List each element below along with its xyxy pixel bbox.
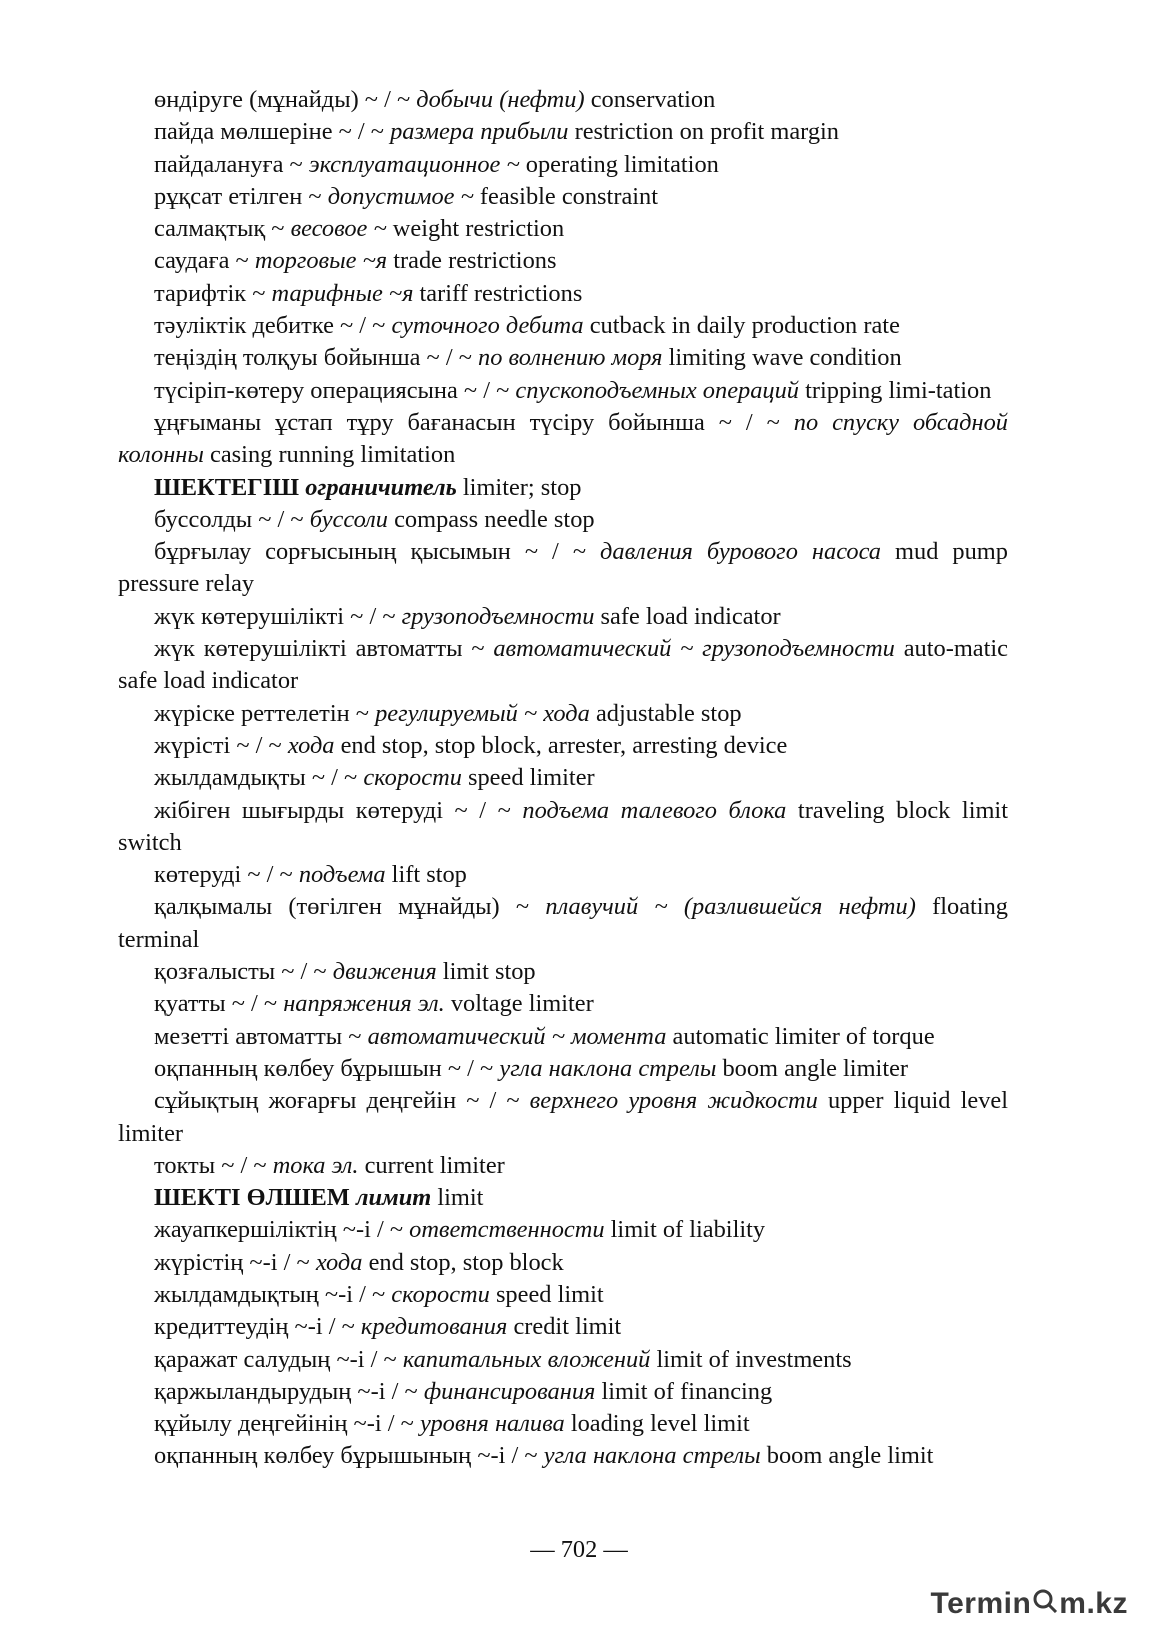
dictionary-entry xyxy=(118,149,1008,181)
entry-kazakh-term: пайдалануға ~ xyxy=(154,150,303,178)
entry-english-term: end stop, stop block, arrester, arresting device xyxy=(340,731,788,759)
entry-kazakh-term: өндіруге (мұнайды) ~ / ~ xyxy=(154,86,411,113)
entry-russian-term: по волнению моря xyxy=(478,344,663,372)
entry-english-term: limit of investments xyxy=(656,1345,852,1373)
dictionary-entry xyxy=(118,956,1008,988)
entry-russian-term: угла наклона стрелы xyxy=(543,1442,761,1470)
entry-english-term: restriction on profit margin xyxy=(574,118,839,146)
entry-kazakh-term: жүк көтерушілікті ~ / ~ xyxy=(154,602,396,630)
entry-english-term: boom angle limiter xyxy=(722,1054,909,1082)
entry-english-term: upper liquid level limiter xyxy=(118,1087,1008,1147)
dictionary-entry xyxy=(118,698,1008,730)
entry-russian-term: спускоподъемных операций xyxy=(515,376,800,404)
entry-russian-term: автоматический ~ грузоподъемности xyxy=(493,635,895,663)
entry-russian-term: по спуску обсадной колонны xyxy=(118,408,1008,469)
entry-russian-term: плавучий ~ (разлившейся нефти) xyxy=(545,893,916,921)
entry-kazakh-term: қалқымалы (төгілген мұнайды) ~ xyxy=(154,893,530,921)
entry-russian-term: эксплуатационное ~ xyxy=(308,150,520,178)
entry-kazakh-term: жүріске реттелетін ~ xyxy=(154,699,369,727)
dictionary-entry xyxy=(118,504,1008,536)
entry-kazakh-term: жібіген шығырды көтеруді ~ / ~ xyxy=(154,796,511,824)
page-number: — 702 — xyxy=(530,1536,628,1563)
entry-russian-term: подъема xyxy=(298,861,386,889)
entry-english-term: trade restrictions xyxy=(393,247,557,275)
entry-kazakh-term: жылдамдықтың ~-і / ~ xyxy=(154,1280,386,1308)
entry-kazakh-term: жылдамдықты ~ / ~ xyxy=(154,764,358,792)
entry-english-term: speed limit xyxy=(495,1280,604,1308)
entry-russian-term: подъема талевого блока xyxy=(522,796,787,824)
dictionary-entry xyxy=(118,633,1008,698)
entry-kazakh-term: тарифтік ~ xyxy=(154,279,266,307)
dictionary-entry xyxy=(118,536,1008,601)
entry-english-term: weight restriction xyxy=(392,215,565,243)
dictionary-entry xyxy=(118,1311,1008,1343)
entry-english-term: tariff restrictions xyxy=(419,279,583,307)
entry-russian-term: уровня налива xyxy=(419,1410,565,1438)
dictionary-entry xyxy=(118,1440,1008,1472)
entry-english-term: mud pump pressure relay xyxy=(118,538,1008,598)
dictionary-entry xyxy=(118,116,1008,148)
entry-kazakh-term: тәуліктік дебитке ~ / ~ xyxy=(154,312,386,340)
entry-kazakh-term: саудаға ~ xyxy=(154,247,249,275)
dictionary-entry xyxy=(118,1376,1008,1408)
entry-english-term: credit limit xyxy=(513,1313,622,1341)
entry-english-term: current limiter xyxy=(364,1151,505,1179)
entry-russian-term: грузоподъемности xyxy=(401,602,595,630)
entry-kazakh-term: пайда мөлшеріне ~ / ~ xyxy=(154,118,384,146)
entry-kazakh-term: көтеруді ~ / ~ xyxy=(154,861,293,889)
dictionary-entry xyxy=(118,245,1008,277)
entry-english-term: auto-matic safe load indicator xyxy=(118,635,1008,695)
entry-russian-term: движения xyxy=(332,958,437,986)
dictionary-entry xyxy=(118,1053,1008,1085)
entry-russian-term: кредитования xyxy=(360,1313,508,1341)
entry-kazakh-term: қаржыландырудың ~-і / ~ xyxy=(154,1377,418,1405)
entry-russian-term: капитальных вложений xyxy=(402,1345,651,1373)
entry-russian-term: напряжения эл. xyxy=(283,990,445,1018)
entry-russian-term: угла наклона стрелы xyxy=(499,1054,717,1082)
dictionary-entry xyxy=(118,181,1008,213)
entry-kazakh-term: қозғалысты ~ / ~ xyxy=(154,958,327,986)
dictionary-entry xyxy=(118,310,1008,342)
entry-english-term: adjustable stop xyxy=(595,699,742,727)
entry-russian-term: автоматический ~ момента xyxy=(367,1022,667,1050)
entry-english-term: safe load indicator xyxy=(600,602,781,630)
dictionary-entry xyxy=(118,1408,1008,1440)
dictionary-entry xyxy=(118,1279,1008,1311)
watermark-prefix: Termin xyxy=(930,1587,1032,1620)
entry-kazakh-term: кредиттеудің ~-і / ~ xyxy=(154,1313,355,1341)
entry-english-term: limiter; stop xyxy=(462,473,582,501)
entry-kazakh-term: оқпанның көлбеу бұрышын ~ / ~ xyxy=(154,1054,494,1082)
entry-russian-term: весовое ~ xyxy=(290,215,387,243)
entry-english-term: automatic limiter of torque xyxy=(672,1022,935,1050)
entry-english-term: limit xyxy=(437,1184,484,1212)
entry-russian-term: давления бурового насоса xyxy=(600,538,882,566)
dictionary-page-body xyxy=(118,84,1008,1473)
dictionary-entry xyxy=(118,601,1008,633)
headword-kazakh: ШЕКТІ ӨЛШЕМ xyxy=(154,1184,350,1212)
entry-english-term: cutback in daily production rate xyxy=(589,312,900,340)
dictionary-entry xyxy=(118,859,1008,891)
entry-kazakh-term: оқпанның көлбеу бұрышының ~-і / ~ xyxy=(154,1442,538,1470)
entry-russian-term: размера прибыли xyxy=(390,118,569,146)
entry-russian-term: суточного дебита xyxy=(391,312,584,340)
entry-russian-term: верхнего уровня жидкости xyxy=(529,1087,818,1115)
entry-kazakh-term: жауапкершіліктің ~-і / ~ xyxy=(154,1216,404,1244)
watermark-suffix: m.kz xyxy=(1059,1587,1128,1620)
headword-entry xyxy=(118,472,1008,504)
entry-kazakh-term: буссолды ~ / ~ xyxy=(154,505,304,533)
entry-kazakh-term: жүрісті ~ / ~ xyxy=(154,731,282,759)
entry-kazakh-term: теңіздің толқуы бойынша ~ / ~ xyxy=(154,344,472,372)
entry-russian-term: скорости xyxy=(363,764,462,792)
entry-english-term: floating terminal xyxy=(118,893,1008,953)
dictionary-entry xyxy=(118,213,1008,245)
headword-kazakh: ШЕКТЕГІШ xyxy=(154,473,300,501)
entry-russian-term: добычи (нефти) xyxy=(416,86,585,113)
entry-kazakh-term: бұрғылау сорғысының қысымын ~ / ~ xyxy=(154,538,587,566)
entry-kazakh-term: қуатты ~ / ~ xyxy=(154,990,278,1018)
entry-english-term: limit stop xyxy=(442,958,536,986)
entry-english-term: limiting wave condition xyxy=(668,344,902,372)
entry-russian-term: тока эл. xyxy=(272,1151,359,1179)
terminkom-watermark-logo xyxy=(931,1584,1129,1624)
entry-english-term: limit of financing xyxy=(601,1377,773,1405)
entry-kazakh-term: токты ~ / ~ xyxy=(154,1151,267,1179)
dictionary-entry xyxy=(118,1247,1008,1279)
dictionary-entry xyxy=(118,1021,1008,1053)
entry-english-term: loading level limit xyxy=(570,1410,750,1438)
entry-russian-term: финансирования xyxy=(423,1377,596,1405)
dictionary-entry xyxy=(118,1150,1008,1182)
entry-russian-term: хода xyxy=(287,731,335,759)
dictionary-entry xyxy=(118,278,1008,310)
entry-russian-term: тарифные ~я xyxy=(271,279,414,307)
magnifier-o-icon xyxy=(1032,1587,1058,1621)
dictionary-entry xyxy=(118,84,1008,116)
entry-russian-term: буссоли xyxy=(309,505,388,533)
entry-kazakh-term: салмақтық ~ xyxy=(154,215,285,243)
entry-english-term: tripping limi-tation xyxy=(805,376,992,404)
entry-kazakh-term: ұңғыманы ұстап тұру бағанасын түсіру бойынша ~ / ~ xyxy=(154,408,780,436)
entry-kazakh-term: рұқсат етілген ~ xyxy=(154,182,322,210)
entry-kazakh-term: жүк көтерушілікті автоматты ~ xyxy=(154,635,485,663)
dictionary-entry xyxy=(118,795,1008,860)
entry-english-term: limit of liability xyxy=(610,1216,766,1244)
entry-russian-term: ответственности xyxy=(409,1216,605,1244)
dictionary-entry xyxy=(118,988,1008,1020)
entry-kazakh-term: мезетті автоматты ~ xyxy=(154,1022,362,1050)
entry-english-term: speed limiter xyxy=(468,764,595,792)
dictionary-entry xyxy=(118,407,1008,472)
entry-kazakh-term: түсіріп-көтеру операциясына ~ / ~ xyxy=(154,376,510,404)
entry-english-term: feasible constraint xyxy=(479,182,659,210)
dictionary-entry xyxy=(118,730,1008,762)
entry-english-term: compass needle stop xyxy=(394,505,595,533)
entry-russian-term: торговые ~я xyxy=(254,247,388,275)
entry-kazakh-term: сұйықтың жоғарғы деңгейін ~ / ~ xyxy=(154,1087,520,1115)
dictionary-entry xyxy=(118,1214,1008,1246)
entry-english-term: traveling block limit switch xyxy=(118,796,1008,856)
entry-russian-term: регулируемый ~ хода xyxy=(375,699,590,727)
entry-english-term: operating limitation xyxy=(525,150,719,178)
entry-english-term: boom angle limit xyxy=(766,1442,934,1470)
entry-english-term: conservation xyxy=(590,86,716,113)
dictionary-entry xyxy=(118,762,1008,794)
dictionary-entry xyxy=(118,375,1008,407)
dictionary-entry xyxy=(118,1085,1008,1150)
headword-russian: лимит xyxy=(355,1184,432,1212)
entry-kazakh-term: жүрістің ~-і / ~ xyxy=(154,1248,310,1276)
entry-english-term: end stop, stop block xyxy=(368,1248,564,1276)
entry-kazakh-term: құйылу деңгейінің ~-і / ~ xyxy=(154,1410,414,1438)
dictionary-entry xyxy=(118,1344,1008,1376)
headword-entry xyxy=(118,1182,1008,1214)
entry-russian-term: допустимое ~ xyxy=(327,182,474,210)
entry-english-term: lift stop xyxy=(391,861,467,889)
entry-russian-term: скорости xyxy=(391,1280,490,1308)
dictionary-entry xyxy=(118,342,1008,374)
headword-russian: ограничитель xyxy=(305,473,457,501)
entry-english-term: casing running limitation xyxy=(210,441,456,469)
entry-russian-term: хода xyxy=(315,1248,363,1276)
entry-english-term: voltage limiter xyxy=(450,990,594,1018)
dictionary-entry xyxy=(118,891,1008,956)
entry-kazakh-term: қаражат салудың ~-і / ~ xyxy=(154,1345,397,1373)
